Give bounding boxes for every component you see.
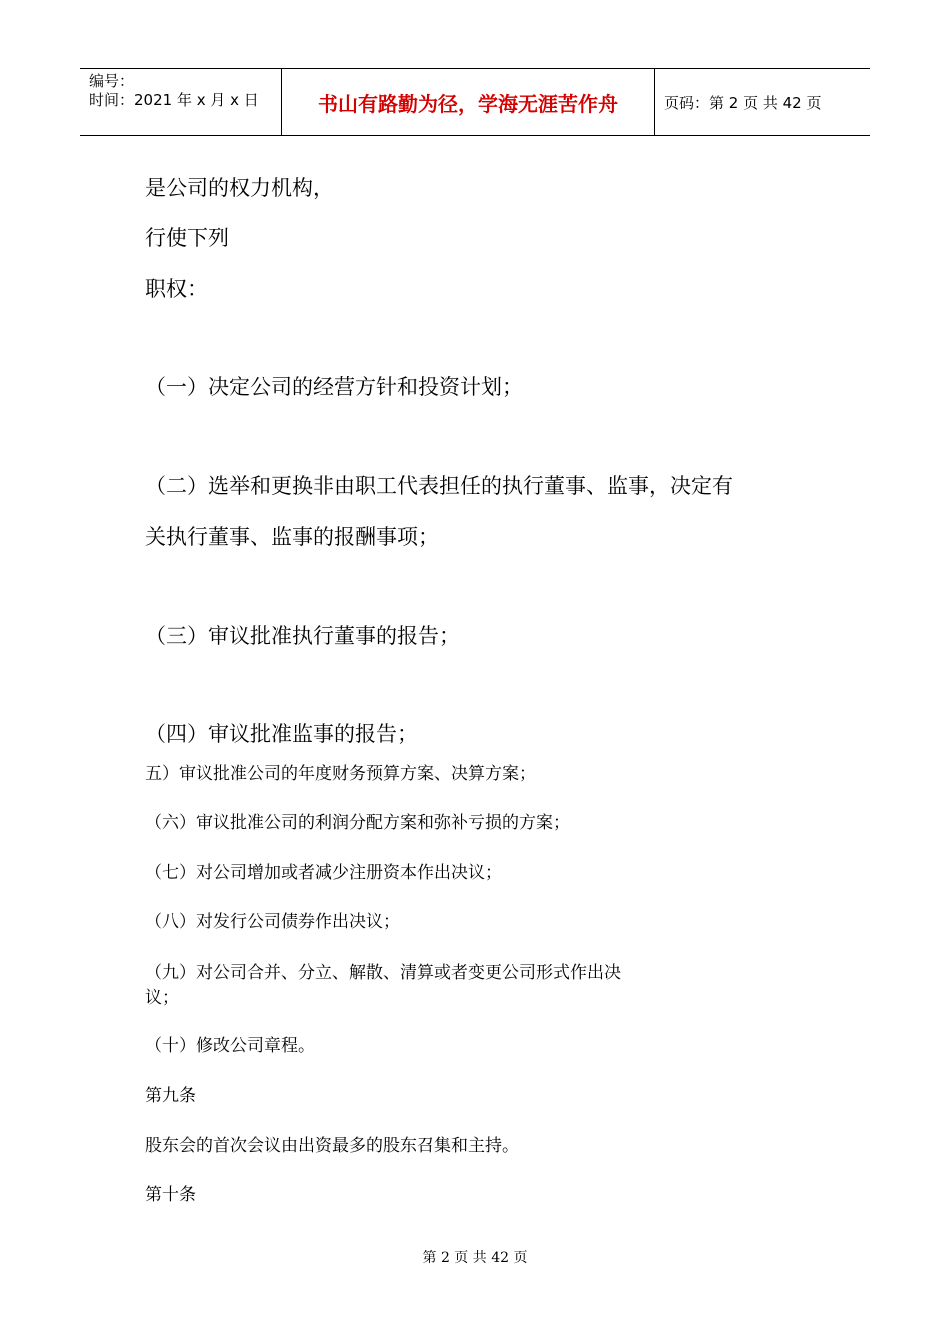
header-table: [80, 68, 870, 136]
body-line: （九）对公司合并、分立、解散、清算或者变更公司形式作出决: [145, 963, 621, 983]
body-line: （六）审议批准公司的利润分配方案和弥补亏损的方案；: [145, 813, 570, 833]
body-line: 职权：: [145, 277, 208, 301]
header-motto: 书山有路勤为径，学海无涯苦作舟: [282, 69, 655, 135]
body-line: 五）审议批准公司的年度财务预算方案、决算方案；: [145, 764, 536, 784]
body-line: （八）对发行公司债券作出决议；: [145, 912, 400, 932]
header-page-info: 页码：第 2 页 共 42 页: [664, 93, 822, 112]
header-meta: [80, 69, 282, 135]
body-line: （三）审议批准执行董事的报告；: [145, 624, 460, 648]
section-heading: 第九条: [145, 1086, 196, 1106]
body-line: （一）决定公司的经营方针和投资计划；: [145, 375, 523, 399]
body-line: 关执行董事、监事的报酬事项；: [145, 525, 439, 549]
body-line: 议；: [145, 988, 179, 1008]
body-line: 是公司的权力机构，: [145, 176, 334, 200]
body-line: （十）修改公司章程。: [145, 1036, 315, 1056]
doc-time-label: 时间：2021 年 x 月 x 日: [89, 91, 259, 109]
body-line: （二）选举和更换非由职工代表担任的执行董事、监事，决定有: [145, 474, 733, 498]
body-line: （七）对公司增加或者减少注册资本作出决议；: [145, 863, 502, 883]
doc-number-label: 编号：: [89, 72, 135, 90]
body-line: （四）审议批准监事的报告；: [145, 722, 418, 746]
section-heading: 第十条: [145, 1185, 196, 1205]
page-footer: 第 2 页 共 42 页: [422, 1250, 528, 1266]
body-line: 行使下列: [145, 226, 229, 250]
body-line: 股东会的首次会议由出资最多的股东召集和主持。: [145, 1136, 519, 1156]
